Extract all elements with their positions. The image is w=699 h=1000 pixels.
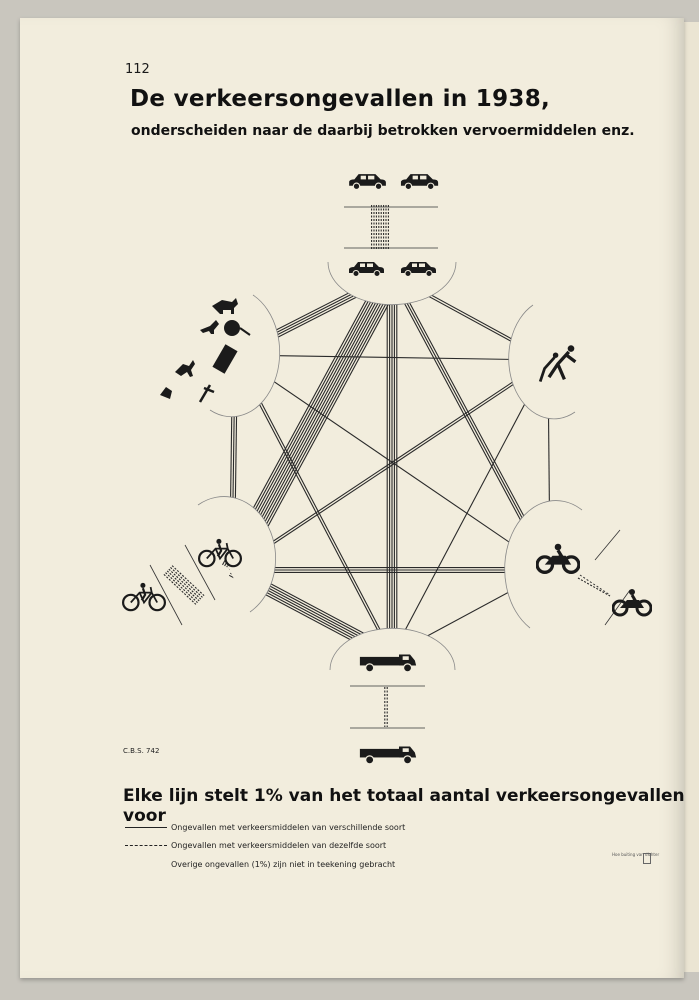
legend-dashed-label: Ongevallen met verkeersmiddelen van dezelfde soort [171, 841, 387, 850]
link-line-fiets-voetganger [233, 361, 549, 571]
node-fiets [123, 497, 276, 625]
node-vracht [330, 628, 455, 764]
legend-row-other [171, 860, 395, 869]
legend-row-dashed [125, 841, 386, 850]
node-motor [505, 501, 651, 628]
legend-title: Elke lijn stelt 1% van het totaal aantal verkeersongevallen voor [123, 786, 685, 826]
solid-line-swatch [125, 827, 167, 828]
node-auto [328, 174, 456, 305]
link-line-motor-motor [578, 578, 610, 596]
car-icon [349, 174, 386, 189]
node-voetganger [509, 305, 576, 419]
dashed-line-swatch [125, 845, 167, 846]
stamp-box [643, 853, 651, 864]
legend-row-solid [125, 823, 405, 832]
legend-solid-label: Ongevallen met verkeersmiddelen van verschillende soort [171, 823, 406, 832]
legend-other-label: Overige ongevallen (1%) zijn niet in teekening gebracht [171, 860, 396, 869]
chart-code: C.B.S. 742 [123, 747, 160, 755]
node-overig [160, 295, 280, 417]
page-title: De verkeersongevallen in 1938, [130, 86, 551, 112]
page-number: 112 [125, 62, 150, 77]
motorcycle-icon [613, 589, 651, 615]
truck-icon [360, 746, 416, 763]
bicycle-icon [123, 583, 165, 610]
page-subtitle: onderscheiden naar de daarbij betrokken vervoermiddelen enz. [131, 123, 635, 139]
library-stamp: Hoe buiting van dichter [612, 852, 660, 857]
car-icon [401, 174, 438, 189]
